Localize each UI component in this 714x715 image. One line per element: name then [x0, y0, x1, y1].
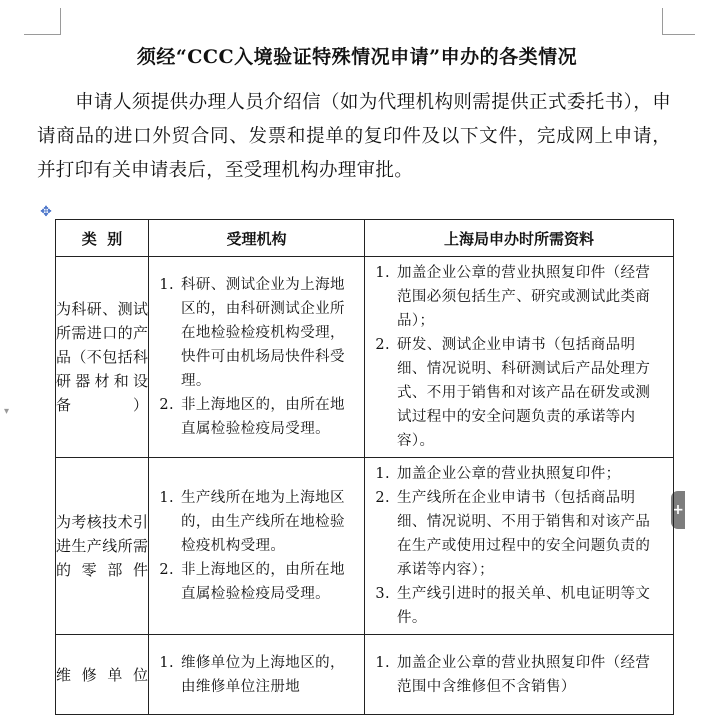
plus-icon[interactable]: + [671, 491, 685, 529]
agency-cell [149, 635, 365, 715]
material-item: 3. 生产线引进时的报关单、机电证明等文件。 [395, 582, 665, 630]
materials-cell [365, 635, 674, 715]
agency-cell [149, 257, 365, 458]
agency-item: 2. 非上海地区的，由所在地直属检验检疫局受理。 [179, 558, 356, 606]
page-corner-mark-right [662, 8, 695, 35]
material-item: 2. 研发、测试企业申请书（包括商品明细、情况说明、科研测试后产品处理方式、不用于销售和对该产品在研发或测试过程中的安全问题负责的承诺等内容）。 [395, 333, 665, 453]
margin-marker-icon: ▾ [4, 406, 10, 417]
table-row [56, 257, 674, 458]
header-agency: 受理机构 [149, 220, 365, 257]
table-row [56, 635, 674, 715]
agency-item: 1. 科研、测试企业为上海地区的，由科研测试企业所在地检验检疫机构受理，快件可由机场局快件科受理。 [179, 273, 356, 393]
category-cell: 维修单位 [56, 635, 149, 715]
material-item: 1. 加盖企业公章的营业执照复印件（经营范围中含维修但不含销售） [395, 651, 665, 699]
intro-text: 申请人须提供办理人员介绍信（如为代理机构则需提供正式委托书），申请商品的进口外贸合同、发票和提单的复印件及以下文件，完成网上申请，并打印有关申请表后，至受理机构办理审批。 [37, 92, 671, 181]
table-header-row [56, 220, 674, 257]
document-title: 须经“CCC入境验证特殊情况申请”申办的各类情况 [136, 46, 578, 68]
agency-item: 1. 生产线所在地为上海地区的，由生产线所在地检验检疫机构受理。 [179, 486, 356, 558]
page-corner-mark-left [24, 8, 61, 35]
category-cell: 为科研、测试所需进口的产品（不包括科研器材和设备） [56, 257, 149, 458]
agency-cell [149, 458, 365, 635]
material-item: 2. 生产线所在企业申请书（包括商品明细、情况说明、不用于销售和对该产品在生产或使用过程中的安全问题负责的承诺等内容）； [395, 486, 665, 582]
material-item: 1. 加盖企业公章的营业执照复印件； [395, 462, 665, 486]
header-category: 类 别 [56, 220, 149, 257]
intro-paragraph [37, 86, 671, 188]
agency-item: 1. 维修单位为上海地区的，由维修单位注册地 [179, 651, 356, 699]
requirements-table [55, 219, 674, 715]
table-row [56, 458, 674, 635]
material-item: 1. 加盖企业公章的营业执照复印件（经营范围必须包括生产、研究或测试此类商品）； [395, 261, 665, 333]
header-materials: 上海局申办时所需资料 [365, 220, 674, 257]
agency-item: 2. 非上海地区的，由所在地直属检验检疫局受理。 [179, 393, 356, 441]
materials-cell [365, 257, 674, 458]
category-cell: 为考核技术引进生产线所需的零部件 [56, 458, 149, 635]
table-move-icon[interactable]: ✥ [40, 204, 52, 220]
materials-cell [365, 458, 674, 635]
